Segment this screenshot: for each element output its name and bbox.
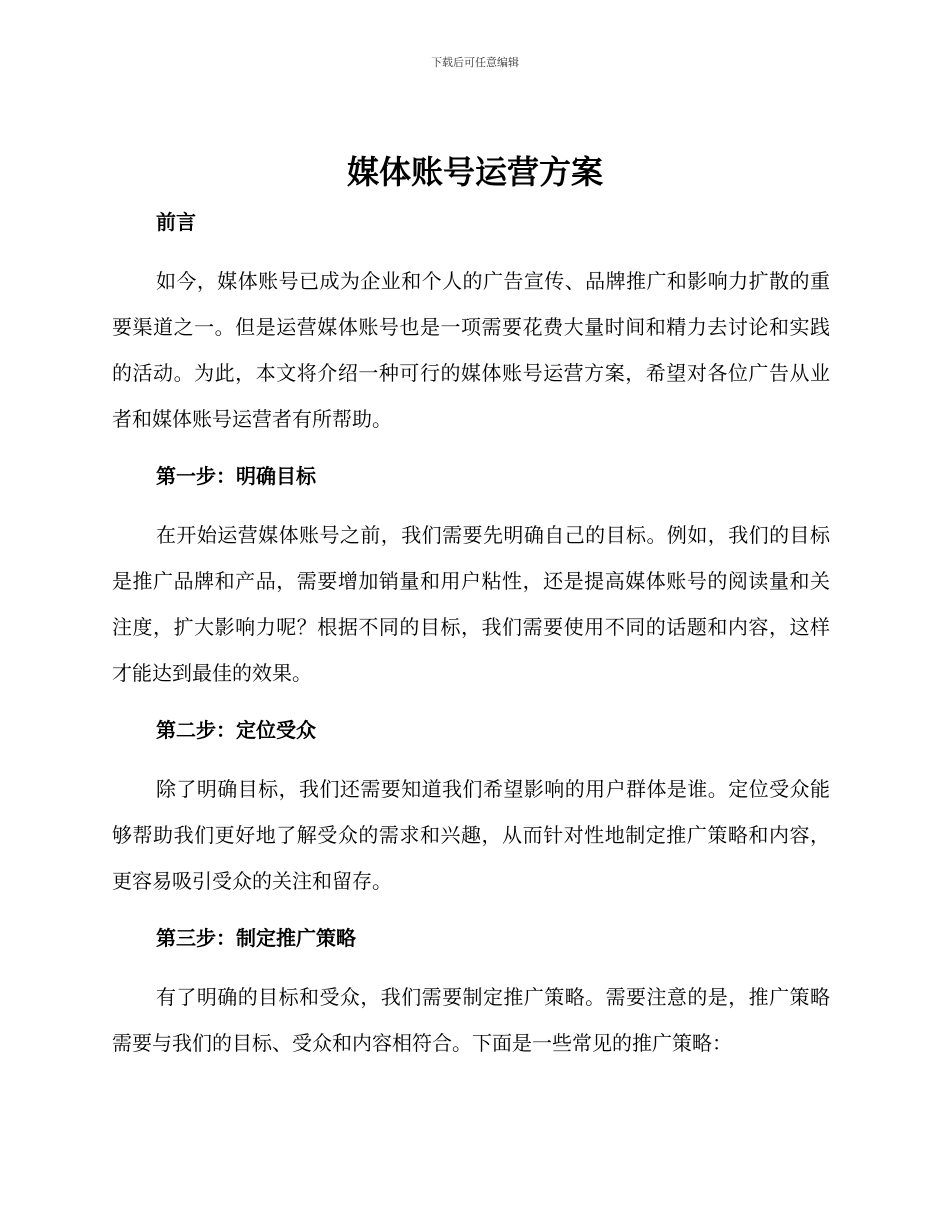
document-title: 媒体账号运营方案	[346, 153, 603, 191]
section-heading: 第三步：制定推广策略	[156, 926, 356, 950]
section-heading: 第二步：定位受众	[156, 718, 316, 742]
section-paragraph: 在开始运营媒体账号之前，我们需要先明确自己的目标。例如，我们的目标是推广品牌和产品，需要增加销量和用户粘性，还是提高媒体账号的阅读量和关注度，扩大影响力呢？根据不同的目标，我们需要使用不同的话题和内容，这样才能达到最佳的效果。	[112, 523, 830, 685]
section-preface	[112, 200, 830, 442]
section-step-3	[112, 916, 830, 1066]
section-paragraph: 除了明确目标，我们还需要知道我们希望影响的用户群体是谁。定位受众能够帮助我们更好地了解受众的需求和兴趣，从而针对性地制定推广策略和内容，更容易吸引受众的关注和留存。	[112, 777, 830, 893]
page-header-note: 下载后可任意编辑	[431, 56, 519, 69]
document-body	[112, 200, 830, 1078]
section-paragraph: 有了明确的目标和受众，我们需要制定推广策略。需要注意的是，推广策略需要与我们的目标、受众和内容相符合。下面是一些常见的推广策略：	[112, 985, 830, 1055]
section-step-2	[112, 708, 830, 904]
section-step-1	[112, 454, 830, 696]
section-heading: 前言	[156, 210, 196, 234]
section-paragraph: 如今，媒体账号已成为企业和个人的广告宣传、品牌推广和影响力扩散的重要渠道之一。但是运营媒体账号也是一项需要花费大量时间和精力去讨论和实践的活动。为此，本文将介绍一种可行的媒体账号运营方案，希望对各位广告从业者和媒体账号运营者有所帮助。	[112, 269, 830, 431]
section-heading: 第一步：明确目标	[156, 464, 316, 488]
